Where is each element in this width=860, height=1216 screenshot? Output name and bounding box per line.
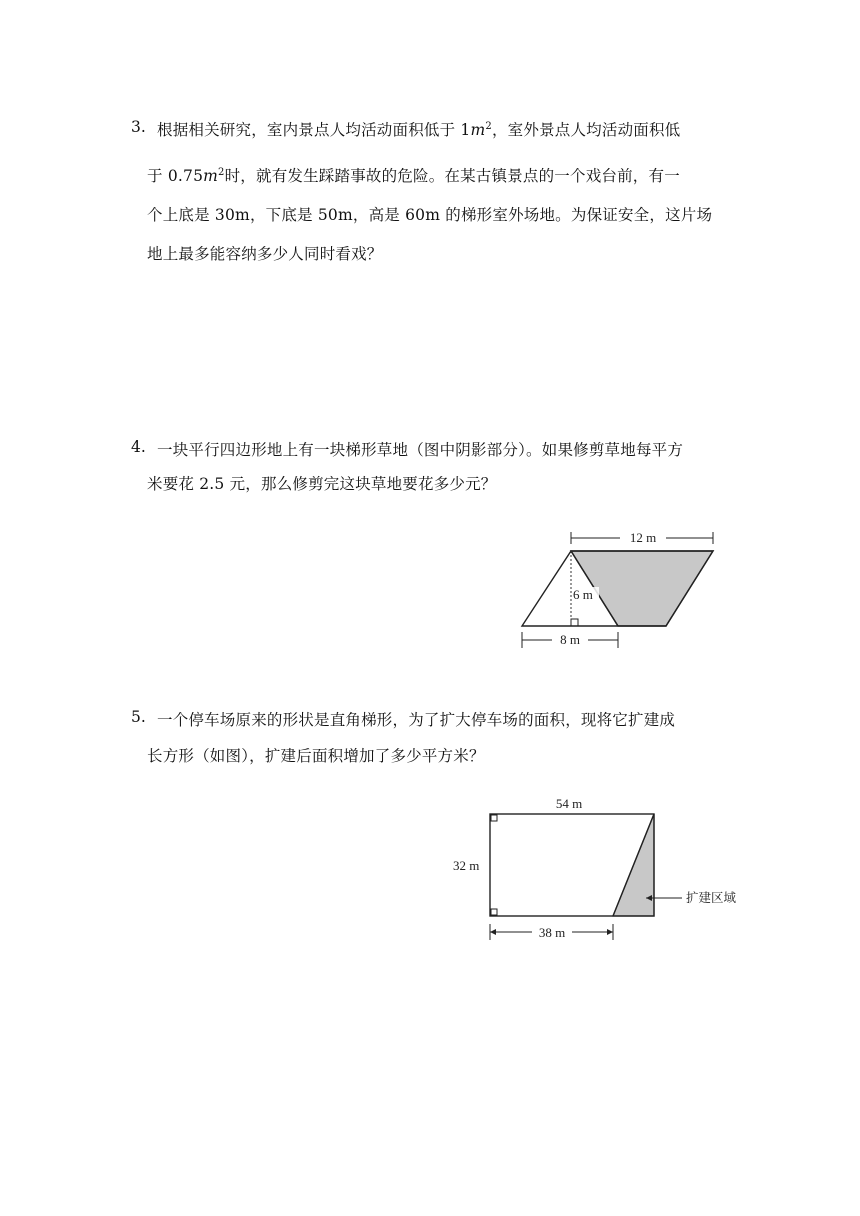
arrow-head [607, 929, 613, 935]
parallelogram-figure [512, 522, 727, 652]
bottom-label: 8 m [560, 632, 580, 647]
question-number: 5. [131, 708, 146, 726]
question-line: 根据相关研究，室内景点人均活动面积低于 $1m^2$，室外景点人均活动面积低 [157, 120, 681, 139]
right-angle-mark [491, 909, 497, 915]
bottom-label: 38 m [538, 925, 566, 940]
right-angle-mark [491, 815, 497, 821]
question-line: 一块平行四边形地上有一块梯形草地（图中阴影部分）。如果修剪草地每平方 [157, 441, 684, 459]
question-line: 一个停车场原来的形状是直角梯形，为了扩大停车场的面积，现将它扩建成 [157, 711, 676, 729]
parking-lot-figure [446, 792, 756, 944]
question-line: 长方形（如图），扩建后面积增加了多少平方米？ [147, 747, 485, 765]
right-angle-mark [571, 619, 578, 626]
callout-label: 扩建区域 [686, 890, 737, 905]
question-number: 4. [131, 438, 146, 456]
top-label: 12 m [629, 530, 657, 545]
arrow-head [490, 929, 496, 935]
height-label: 6 m [573, 587, 593, 602]
question-line: 个上底是 30m，下底是 50m，高是 60m 的梯形室外场地。为保证安全，这片场 [147, 206, 713, 224]
question-line: 米要花 2.5 元，那么修剪完这块草地要花多少元？ [147, 475, 497, 493]
question-number: 3. [131, 118, 146, 136]
side-label: 32 m [453, 858, 480, 873]
question-line: 地上最多能容纳多少人同时看戏？ [147, 245, 383, 263]
question-line: 于 $0.75m^2$时，就有发生踩踏事故的危险。在某古镇景点的一个戏台前，有一 [147, 166, 680, 185]
top-label: 54 m [555, 796, 583, 811]
